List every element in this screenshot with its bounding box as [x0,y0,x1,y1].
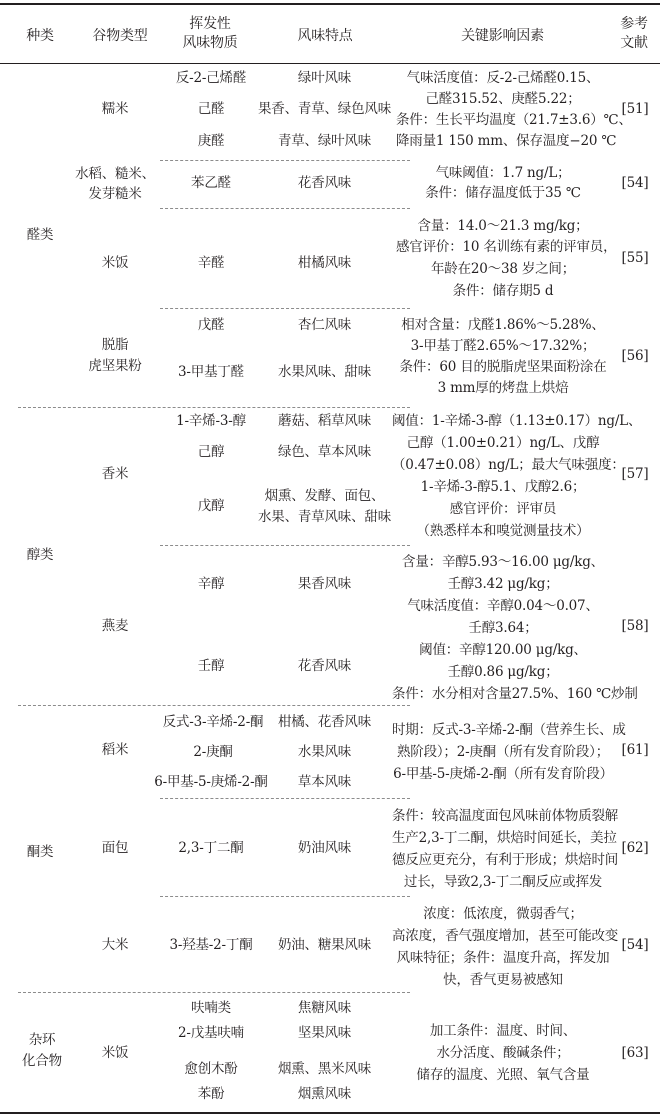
factor-line: 气味活度值：反-2-己烯醛0.15、 [406,70,600,86]
factor-line: 条件：储存温度低于35 ℃ [425,185,581,201]
compound-name: 庚醛 [197,133,225,149]
reference: [57] [621,466,649,482]
compound-name: 己醛 [197,101,225,117]
factor-line: 降雨量1 150 mm、保存温度−20 ℃ [396,133,617,149]
flavor-text: 草本风味 [297,774,352,790]
factor-line: 壬醇3.42 μg/kg； [447,576,559,592]
header-grain: 谷物类型 [92,28,148,44]
compound-name: 呋喃类 [191,1000,231,1016]
compound-name: 戊醇 [197,498,225,514]
grain-oat: 燕麦 [101,618,129,634]
flavor-text: 奶油、糖果风味 [277,937,372,953]
compound-name: 苯酚 [197,1086,225,1102]
flavor-text: 果香风味 [297,576,352,592]
header-ref-1: 参考 [620,16,648,32]
factor-line: 3 mm厚的烤盘上烘焙 [437,380,569,396]
flavor-text: 水果、青草风味、甜味 [258,509,391,525]
factor-line: 相对含量：戊醛1.86%～5.28%、 [401,317,605,333]
flavor-text: 果香、青草、绿色风味 [258,101,391,117]
factor-line: 壬醇3.64； [468,620,538,636]
factor-line: 气味活度值：辛醇0.04～0.07、 [407,598,599,614]
reference: [63] [621,1045,649,1061]
compound-name: 己醇 [197,444,225,460]
reference: [51] [621,101,649,117]
bottom-rule [0,1112,660,1114]
grain-cooked-rice: 米饭 [101,1045,129,1061]
compound-name: 2-戊基呋喃 [178,1025,244,1041]
category-hetero-1: 杂环 [28,1032,56,1048]
compound-name: 2,3-丁二酮 [178,840,244,856]
factor-line: 生产2,3-丁二酮，烘焙时间延长，美拉 [392,830,617,846]
factor-line: 加工条件：温度、时间、 [429,1023,577,1039]
grain-cooked-rice: 米饭 [101,255,129,271]
factor-line: 高浓度，香气强度增加，甚至可能改变 [392,928,619,944]
compound-name: 反-2-己烯醛 [175,70,247,86]
reference: [54] [621,175,649,191]
header-compound-2: 风味物质 [182,35,238,51]
flavor-text: 焦糖风味 [297,1000,352,1016]
header-compound-1: 挥发性 [189,16,231,32]
section-divider [18,705,410,706]
factor-line: 己醛315.52、庚醛5.22； [425,91,581,107]
flavor-text: 烟熏风味 [297,1086,352,1102]
compound-name: 苯乙醛 [191,175,231,191]
factor-line: 壬醇0.86 μg/kg； [447,664,559,680]
section-divider [160,545,410,546]
category-ketone: 酮类 [26,844,54,860]
section-divider [160,160,410,161]
factor-line: 1-辛烯-3-醇5.1、戊醇2.6； [420,479,586,495]
factor-line: 条件：较高温度面包风味前体物质裂解 [392,808,619,824]
reference: [55] [621,250,649,266]
factor-line: 6-甲基-5-庚烯-2-酮（所有发育阶段） [393,766,613,782]
flavor-text: 绿色、草本风味 [277,444,372,460]
factor-line: 气味阈值：1.7 ng/L； [435,165,571,181]
compound-name: 3-甲基丁醛 [178,364,244,380]
flavor-text: 奶油风味 [297,840,352,856]
flavor-text: 花香风味 [297,175,352,191]
header-type: 种类 [26,28,54,44]
category-alcohol: 醇类 [26,547,54,563]
compound-name: 1-辛烯-3-醇 [176,413,246,429]
compound-name: 壬醇 [197,658,225,674]
factor-line: 己醇（1.00±0.21）ng/L、戊醇 [406,435,600,451]
section-divider [160,208,410,209]
factor-line: 条件：60 目的脱脂虎坚果面粉涂在 [399,359,607,375]
flavor-text: 绿叶风味 [297,70,352,86]
flavor-text: 水果风味 [297,744,352,760]
factor-line: （0.47±0.08）ng/L；最大气味强度： [392,457,625,473]
flavor-text: 烟熏、发酵、面包、 [264,488,385,504]
factor-line: 3-甲基丁醛2.65%～17.32%； [410,338,596,354]
factor-line: 含量：14.0～21.3 mg/kg； [417,218,589,234]
factor-line: 浓度：低浓度，微弱香气； [423,906,583,922]
compound-name: 6-甲基-5-庚烯-2-酮 [154,774,268,790]
grain-bread: 面包 [101,840,129,856]
factor-line: （熟悉样本和嗅觉测量技术） [416,523,590,539]
reference: [61] [621,742,649,758]
reference: [62] [621,840,649,856]
factor-line: 含量：辛醇5.93～16.00 μg/kg、 [402,554,604,570]
grain-defat-pecan-2: 虎坚果粉 [88,358,142,374]
compound-name: 辛醛 [197,255,225,271]
section-divider [160,896,410,897]
header-ref-2: 文献 [620,35,648,51]
flavor-text: 杏仁风味 [297,317,352,333]
flavor-text: 烟熏、黑米风味 [277,1061,372,1077]
factor-line: 感官评价：评审员 [449,501,557,517]
factor-line: 水分活度、酸碱条件； [436,1045,570,1061]
section-divider [160,798,410,799]
factor-line: 条件：储存期5 d [452,283,554,299]
flavor-text: 水果风味、甜味 [277,364,372,380]
grain-rice: 大米 [101,937,129,953]
section-divider [18,407,410,408]
grain-defat-pecan-1: 脱脂 [101,337,129,353]
header-rule [0,63,660,64]
flavor-text: 柑橘风味 [297,255,352,271]
compound-name: 3-羟基-2-丁酮 [169,937,253,953]
flavor-text: 坚果风味 [297,1025,352,1041]
reference: [58] [621,618,649,634]
factor-line: 阈值：辛醇120.00 μg/kg、 [419,642,587,658]
flavor-text: 蘑菇、稻草风味 [277,413,372,429]
section-divider [18,992,410,993]
factor-line: 年龄在20～38 岁之间； [430,261,576,277]
grain-paddy: 稻米 [101,742,129,758]
grain-rice-group-2: 发芽糙米 [88,186,142,202]
grain-glutinous-rice: 糯米 [101,101,129,117]
compound-name: 愈创木酚 [184,1061,238,1077]
section-divider [160,308,410,309]
compound-name: 戊醛 [197,317,225,333]
factor-line: 德反应更充分，有利于形成；烘焙时间 [392,852,619,868]
reference: [56] [621,348,649,364]
factor-line: 过长，导致2,3-丁二酮反应或挥发 [403,874,603,890]
factor-line: 条件：水分相对含量27.5%、160 ℃炒制 [392,686,638,702]
factor-line: 感官评价：10 名训练有素的评审员， [396,239,617,255]
category-aldehyde: 醛类 [26,227,54,243]
top-rule [0,3,660,5]
category-hetero-2: 化合物 [22,1053,62,1069]
flavor-text: 青草、绿叶风味 [277,133,372,149]
factor-line: 储存的温度、光照、氧气含量 [416,1067,590,1083]
flavor-text: 柑橘、花香风味 [277,714,372,730]
compound-name: 辛醇 [197,576,225,592]
reference: [54] [621,937,649,953]
header-factors: 关键影响因素 [461,28,544,44]
grain-rice-group-1: 水稻、糙米、 [75,166,155,182]
factor-line: 阈值：1-辛烯-3-醇（1.13±0.17）ng/L、 [392,413,642,429]
factor-line: 快，香气更易被感知 [443,972,563,988]
grain-fragrant-rice: 香米 [101,466,129,482]
header-flavor: 风味特点 [297,28,353,44]
flavor-text: 花香风味 [297,658,352,674]
factor-line: 风味特征；条件：温度升高，挥发加 [396,950,610,966]
factor-line: 时期：反式-3-辛烯-2-酮（营养生长、成 [392,722,626,738]
factor-line: 熟阶段）；2-庚酮（所有发育阶段）； [396,744,610,760]
compound-name: 2-庚酮 [193,744,233,760]
compound-name: 反式-3-辛烯-2-酮 [162,714,264,730]
factor-line: 条件：生长平均温度（21.7±3.6）℃、 [396,112,632,128]
